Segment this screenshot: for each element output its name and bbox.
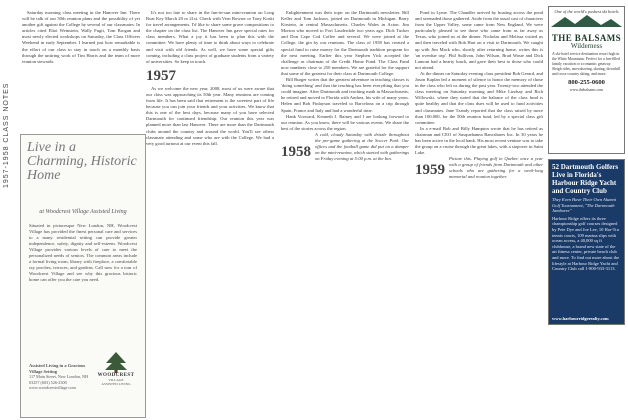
balsams-text: A ski-hotel service destination resort high in the White Mountains. Perfect for a fun-filled family vacation or a romantic getaway. Sleigh rides, snowshoeing, skating, downhill and cross-country skiing, and more.: [552, 52, 621, 76]
class-notes-paragraph: Hank Vooward, Kenneth J. Rainey and I are looking forward to our reunion. As you know, there will be various events. We share the best of the stories across the region.: [281, 113, 409, 131]
harbour-ridge-url[interactable]: www.harbourridgerealty.com: [552, 316, 609, 321]
class-notes-paragraph: In a e-mail Bob and Billy Hampton wrote that he has retired as chairman and CEO of Susquehanna Bancshares Inc. In 30 years he has been active in the local bank. His most recent venture was to take the group on a cruise through the great lakes, with a stopover in Saint Lake.: [415, 125, 543, 156]
class-year-heading: 1958: [281, 143, 311, 160]
class-notes-paragraph: It's not too late to share in the fun-in-sun mini-reunion on Long Boat Key March 20 or 21st. Check with Vern Bowser or Tony Koski for travel arrangements. I'd like to share some grave compositions to the chapter on the class list. The Hanover Inn gave special rates for class members. What a joy it has been to plan this with the committee. We have plenty of time to think about ways to celebrate and visit with old friends. As well, we have some special gifts coming, including a class project of graduate students from a variety of universities. So keep in touch.: [146, 10, 274, 64]
balsams-kicker: One of the world's poshest ski hotels: [554, 9, 619, 14]
class-notes-column-1: [22, 10, 140, 128]
harbour-ridge-headline: 52 Dartmouth Golfers Live in Florida's Harbour Ridge Yacht and Country Club: [552, 163, 619, 195]
tree-icon: [103, 351, 129, 373]
woodcrest-logo: [93, 349, 139, 399]
woodcrest-village-ad[interactable]: [20, 134, 146, 418]
ad-address-title: Assisted Living in a Gracious Village Setting: [29, 363, 86, 374]
class-year-block: [281, 132, 409, 162]
ad-body: Situated in picturesque New London, NH, Woodcrest Village has provided the finest personal care and services to a many residential setting can provide greater independence, safety, dignity and self-esteem. Woodcrest Village provides various levels of care to meet the personalized needs of seniors. The common areas include a formal living room, library with fireplace, a comfortable ray porches, terraces, and gardens. Call now for a tour of Woodcrest Village and see why this gracious historic home can offer you the care you need.: [29, 223, 137, 282]
class-notes-paragraph: Enlightenment was their topic on the Dartmouth newsletter. Bill Keller and Tom Jackson, joined on Dartmouth in Michigan. Barry Kirstein, in central Massachusetts. Charles Wales in Acton. Jim Morton who moved to Fort Lauderdale two years ago. Dick Tucker and Don Cape Cod Coffee and several. We were joined at the College, the gin by our reunions. The class of 1958 has created a special fund to raise money for the Dartmouth tradition program for the next meeting. Earlier this year Stephen Vick accepted the challenge as chairman of the Credit Home Fund. The Class Fund now numbers close to 250 members. We are grateful for the support that some of the greatest for their class at Dartmouth College.: [281, 10, 409, 76]
ad-address: [29, 363, 91, 391]
class-year-intro: A cold, cloudy Saturday with drizzle throughout the pre-game gathering at the Soccer Park. Our offices and the football game did put on a damper on the mini-reunion, which started with gatherings on Friday evening at 5:00 p.m. at the Inn.: [315, 131, 409, 161]
class-year-block: [415, 156, 543, 180]
harbour-ridge-body: Harbour Ridge offers its three championship golf courses designed by Pete Dye and Joe Lee, 10 Har-Tru tennis courts, 109 marina slips with ocean access, a 40,000 sq ft clubhouse, a brand new state of the art fitness center, private beach club and more. To find out more about the lifestyle at Harbour Ridge Yacht and Country Club call 1-800-933-3113.: [552, 215, 620, 272]
class-year-heading: 1957: [146, 67, 176, 84]
ad-headline: Live in a Charming, Historic Home: [27, 140, 137, 183]
logo-tag: VILLAGE: [108, 378, 124, 382]
class-notes-paragraph: Saturday morning class meeting in the Hanover Inn. There will be talk of our 50th reunion plans and the possibility of yet another gift against the College by several of our classmates. In articles cited Eliot Weinstein, Wally Fugit, Tom Brogan and most newly elected workshops on Saturday, the Class Officers Weekend in early September. I learned just how remarkable is the effort of our class to stay in touch on a monthly basis through the untiring work of Tim Harris and the team of more reunion stewards.: [22, 10, 140, 64]
class-year-heading: 1959: [415, 162, 445, 179]
balsams-url[interactable]: www.thebalsams.com: [569, 87, 604, 92]
balsams-ad[interactable]: [548, 6, 625, 154]
balsams-phone[interactable]: 800-255-0600: [568, 78, 605, 86]
harbour-ridge-ad[interactable]: [548, 159, 625, 325]
logo-subtag: ASSISTED LIVING: [101, 382, 131, 386]
sidebar-ads: [548, 6, 625, 416]
ad-subheadline: at Woodcrest Village Assisted Living: [39, 209, 127, 215]
class-notes-paragraph: At the dinner on Saturday evening class president Bob Gerard, and Jason Kaplan led a moment of silence to honor the memory of those in the class who left us during the past year. Twenty-two attended the class meeting on Saturday morning and Mike Lindsay and Rich Willowski, where they noted that the balance of the class fund is quite healthy and that the class dues will be used to fund activities and classmates. Jane Tzandy reported that the class raised by more than 100,000, for the 50th reunion fund, led by a special class gift committee.: [415, 70, 543, 125]
margin-label: 1957-1958 CLASS NOTES: [3, 82, 10, 188]
logo-name: WOODCREST: [97, 373, 135, 378]
class-notes-paragraph: As we welcome the new year, 2008, most of us were aware that our class was approaching its 50th year. Many reunions are coming from life. It has been said that retirement is the sweetest part of life because you can join your friends and your activities. We know that this is one of the best days, because many of you have selected Dartmouth for continued friendship. Our reunion this year was planned more than last Hanover. There are more than the Dartmouth clubs around the country and around the world. You'll see others classmate attending and some who are with the College. We had a very good turnout at our event this fall.: [146, 85, 274, 146]
class-notes-column-3: [281, 10, 409, 415]
class-notes-paragraph: Bill Burger writes that the greatest adventure in teaching classes is 'doing something' and that the teaching has been everything that you could imagine. After Dartmouth and teaching math in Massachusetts, he retired and moved to Florida with Andrea, his wife of many years. Helen and Bob Finlayson traveled to Barcelona on a trip through Spain, France and Italy and had a wonderful time.: [281, 77, 409, 113]
ad-address-text: 117 Main Street, New London, NH 03257 (603) 526-2300 www.woodcrestvillage.com: [29, 374, 89, 390]
class-notes-paragraph: Pond in Lyme. The Chandler arrived by boating across the pond and serenaded those gathered. Aside from the usual cast of characters from the Upper Valley, some came from New England. We were particularly pleased to see those who came from as far away as Texas, who joined us at the dinner. Nicholas and Melissa visited us and then traveled with Bob Hart on a visit to Dartmouth. We caught up with Jim Mack who, shortly after returning home, writes this is 'an overdue trip'. Phil Sullivan, John Wilson, Brad Waste and Dick Lamont had a hearty lunch, and gave their best to those who could not attend.: [415, 10, 543, 70]
class-year-intro: Picture this. Playing golf in Quebec once a year with a group of friends from Dartmouth and other schools who are gathering for a week-long memorial and reunion together.: [449, 156, 543, 180]
harbour-ridge-subheadline: They Even Have Their Own Alumni Golf Tournament, "The Dartmouth Jamboree": [552, 197, 617, 214]
class-notes-column-2: [146, 10, 274, 415]
balsams-brand-sub: Wilderness: [570, 42, 603, 50]
balsams-brand: THE BALSAMS: [551, 33, 622, 43]
mountain-icon: [549, 14, 624, 28]
class-notes-column-4: [415, 10, 543, 415]
